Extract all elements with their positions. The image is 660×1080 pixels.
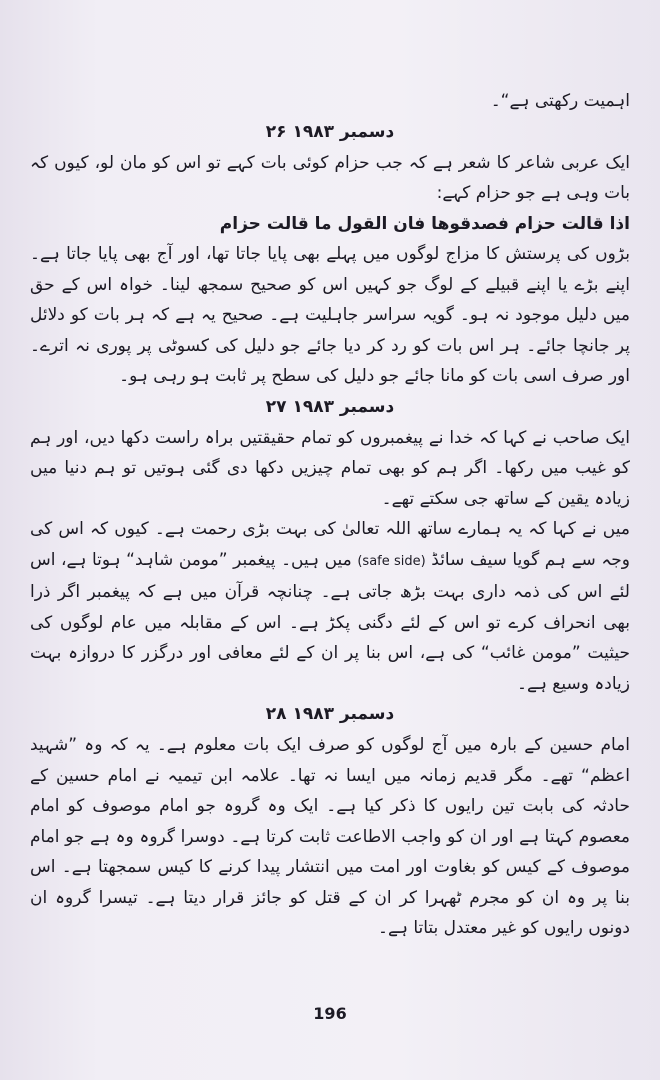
page-body xyxy=(30,86,630,944)
paragraph xyxy=(30,514,630,699)
paragraph: بڑوں کی پرستش کا مزاج لوگوں میں پہلے بھی پایا جاتا تھا، اور آج بھی پایا جاتا ہے۔ اپنے بڑے یا اپنے قبیلے کے لوگ جو کہیں اس کو صحیح سمجھ لینا۔ خواہ اس کے حق میں دلیل موجود نہ ہو۔ گویہ سراسر جاہلیت ہے۔ صحیح یہ ہے کہ ہر بات کو دلائل پر جانچا جائے۔ ہر اس بات کو رد کر دیا جائے جو دلیل کی کسوٹی پر پوری نہ اترے۔ اور صرف اسی بات کو مانا جائے جو دلیل کی سطح پر ثابت ہو رہی ہو۔ xyxy=(30,244,630,386)
opening-line: اہمیت رکھتی ہے“۔ xyxy=(490,91,630,111)
paragraph: ایک صاحب نے کہا کہ خدا نے پیغمبروں کو تمام حقیقتیں براہ راست دکھا دیں، اور ہم کو غیب میں رکھا۔ اگر ہم کو بھی تمام چیزیں دکھا دی گئی ہوتیں تو ہم دنیا میں زیادہ یقین کے ساتھ جی سکتے تھے۔ xyxy=(30,427,630,509)
date-heading: ۲۷ دسمبر ۱۹۸۳ xyxy=(265,396,395,417)
paragraph-part: میں نے کہا کہ یہ ہمارے ساتھ اللہ تعالیٰ کی بہت بڑی رحمت ہے۔ کیوں کہ اس کی وجہ سے ہم گویا سیف سائڈ xyxy=(30,519,630,570)
english-term: (safe side) xyxy=(357,553,426,569)
arabic-verse: اذا قالت حزام فصدقوها فان القول ما قالت حزام xyxy=(219,213,630,234)
paragraph: امام حسین کے بارہ میں آج لوگوں کو صرف ایک بات معلوم ہے۔ یہ کہ وہ ”شہید اعظم“ تھے۔ مگر قدیم زمانہ میں ایسا نہ تھا۔ علامہ ابن تیمیہ نے امام حسین کے حادثہ کی بابت تین رایوں کا ذکر کیا ہے۔ ایک وہ گروہ جو امام موصوف کو امام معصوم کہتا ہے اور ان کو واجب الاطاعت ثابت کرتا ہے۔ دوسرا گروہ وہ ہے جو امام موصوف کے کیس کو بغاوت اور امت میں انتشار پیدا کرنے کا کیس سمجھتا ہے۔ اس بنا پر وہ ان کو مجرم ٹھہرا کر ان کے قتل کو جائز قرار دیتا ہے۔ تیسرا گروہ ان دونوں رایوں کو غیر معتدل بتاتا ہے۔ xyxy=(30,735,630,938)
date-heading: ۲۶ دسمبر ۱۹۸۳ xyxy=(265,121,395,142)
date-heading: ۲۸ دسمبر ۱۹۸۳ xyxy=(265,704,395,724)
paragraph: ایک عربی شاعر کا شعر ہے کہ جب حزام کوئی بات کہے تو اس کو مان لو، کیوں کہ بات وہی ہے جو حزام کہے: xyxy=(30,152,630,203)
page-number: 196 xyxy=(313,1004,347,1023)
paragraph-part: میں ہیں۔ پیغمبر ”مومن شاہد“ ہوتا ہے، اس لئے اس کی ذمہ داری بہت بڑھ جاتی ہے۔ چنانچہ قرآن میں ہے کہ پیغمبر اگر ذرا بھی انحراف کرے تو اس کے لئے دگنی پکڑ ہے۔ اس کے مقابلہ میں عام لوگوں کی حیثیت ”مومن غائب“ کی ہے، اس بنا پر ان کے لئے معافی اور درگزر کا دروازہ بہت زیادہ وسیع ہے۔ xyxy=(30,549,630,694)
